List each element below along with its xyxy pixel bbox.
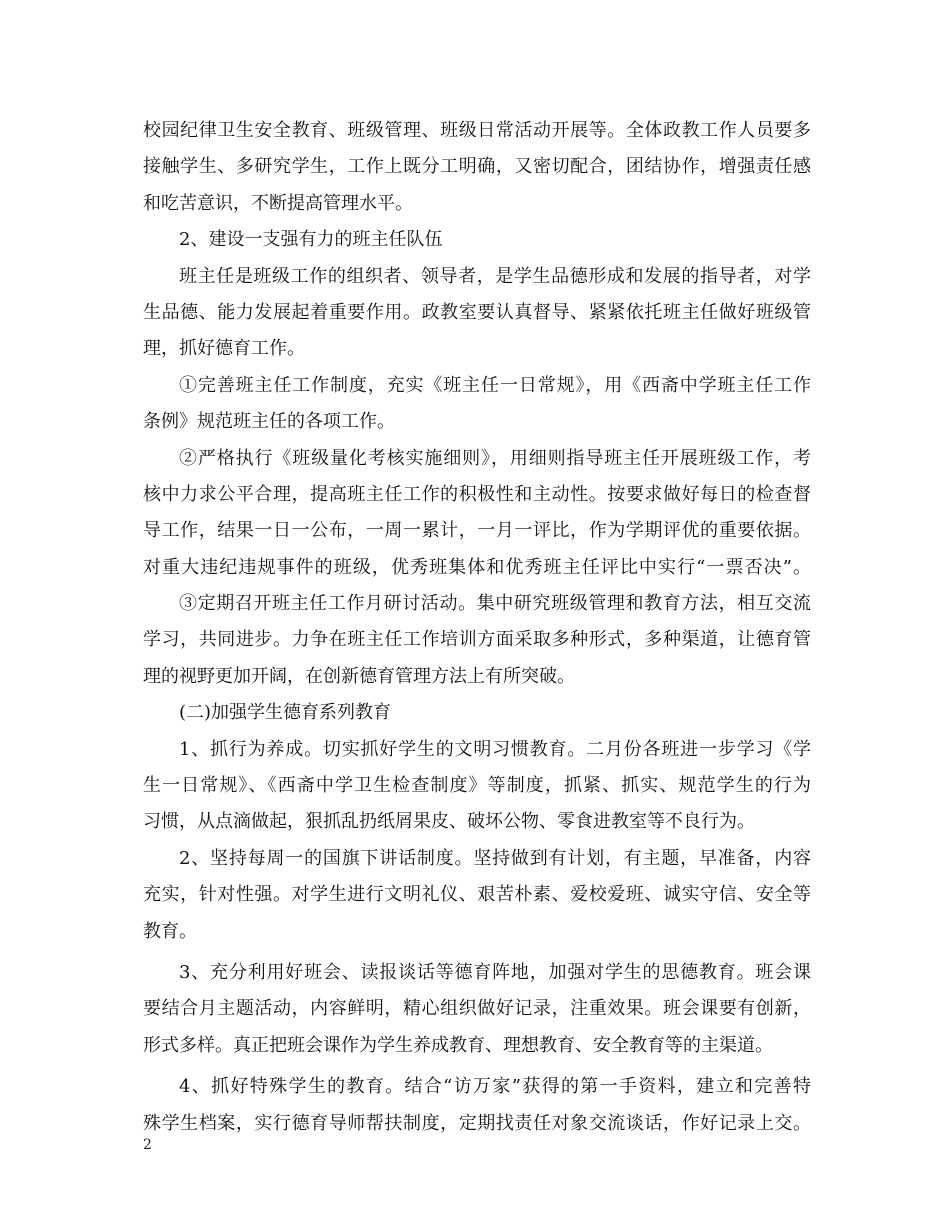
paragraph-line: ③定期召开班主任工作月研讨活动。集中研究班级管理和教育方法，相互交流 <box>179 593 811 615</box>
paragraph-line: 接触学生、多研究学生，工作上既分工明确，又密切配合，团结协作，增强责任感 <box>143 156 811 178</box>
paragraph-line: 理，抓好德育工作。 <box>143 338 305 360</box>
paragraph-line: 生品德、能力发展起着重要作用。政教室要认真督导、紧紧依托班主任做好班级管 <box>143 301 811 323</box>
paragraph-line: 条例》规范班主任的各项工作。 <box>143 411 395 433</box>
paragraph-line: 生一日常规》、《西斋中学卫生检查制度》等制度，抓紧、抓实、规范学生的行为 <box>143 775 811 797</box>
paragraph-line: 殊学生档案，实行德育导师帮扶制度，定期找责任对象交流谈话，作好记录上交。 <box>143 1112 811 1134</box>
section-heading: 2、建设一支强有力的班主任队伍 <box>179 229 443 251</box>
paragraph-line: 班主任是班级工作的组织者、领导者，是学生品德形成和发展的指导者，对学 <box>179 265 811 287</box>
paragraph-line: 理的视野更加开阔，在创新德育管理方法上有所突破。 <box>143 665 575 687</box>
paragraph-line: 充实，针对性强。对学生进行文明礼仪、艰苦朴素、爱校爱班、诚实守信、安全等 <box>143 884 811 906</box>
paragraph-line: 学习，共同进步。力争在班主任工作培训方面采取多种形式，多种渠道，让德育管 <box>143 629 811 651</box>
paragraph-line: ①完善班主任工作制度，充实《班主任一日常规》，用《西斋中学班主任工作 <box>179 374 811 396</box>
paragraph-line: ②严格执行《班级量化考核实施细则》，用细则指导班主任开展班级工作，考 <box>179 447 811 469</box>
paragraph-line: 形式多样。真正把班会课作为学生养成教育、理想教育、安全教育等的主渠道。 <box>143 1034 773 1056</box>
paragraph-line: 核中力求公平合理，提高班主任工作的积极性和主动性。按要求做好每日的检查督 <box>143 483 811 505</box>
paragraph-line: 校园纪律卫生安全教育、班级管理、班级日常活动开展等。全体政教工作人员要多 <box>143 120 811 141</box>
paragraph-line: 习惯，从点滴做起，狠抓乱扔纸屑果皮、破坏公物、零食进教室等不良行为。 <box>143 811 755 833</box>
page-number: 2 <box>143 1137 152 1153</box>
paragraph-line: 要结合月主题活动，内容鲜明，精心组织做好记录，注重效果。班会课要有创新， <box>143 998 811 1020</box>
paragraph-line: 1、抓行为养成。切实抓好学生的文明习惯教育。二月份各班进一步学习《学 <box>179 738 811 760</box>
paragraph-line: 对重大违纪违规事件的班级，优秀班集体和优秀班主任评比中实行“一票否决”。 <box>143 556 811 578</box>
document-body <box>143 113 811 1142</box>
paragraph-line: 教育。 <box>143 920 197 942</box>
paragraph-line: 2、坚持每周一的国旗下讲话制度。坚持做到有计划，有主题，早准备，内容 <box>179 847 811 869</box>
paragraph-line: 4、抓好特殊学生的教育。结合“访万家”获得的第一手资料，建立和完善特 <box>179 1076 811 1098</box>
paragraph-line: 3、充分利用好班会、读报谈话等德育阵地，加强对学生的思德教育。班会课 <box>179 961 811 983</box>
section-heading: (二)加强学生德育系列教育 <box>179 702 392 724</box>
paragraph-line: 和吃苦意识，不断提高管理水平。 <box>143 192 413 214</box>
paragraph-line: 导工作，结果一日一公布，一周一累计，一月一评比，作为学期评优的重要依据。 <box>143 520 811 542</box>
